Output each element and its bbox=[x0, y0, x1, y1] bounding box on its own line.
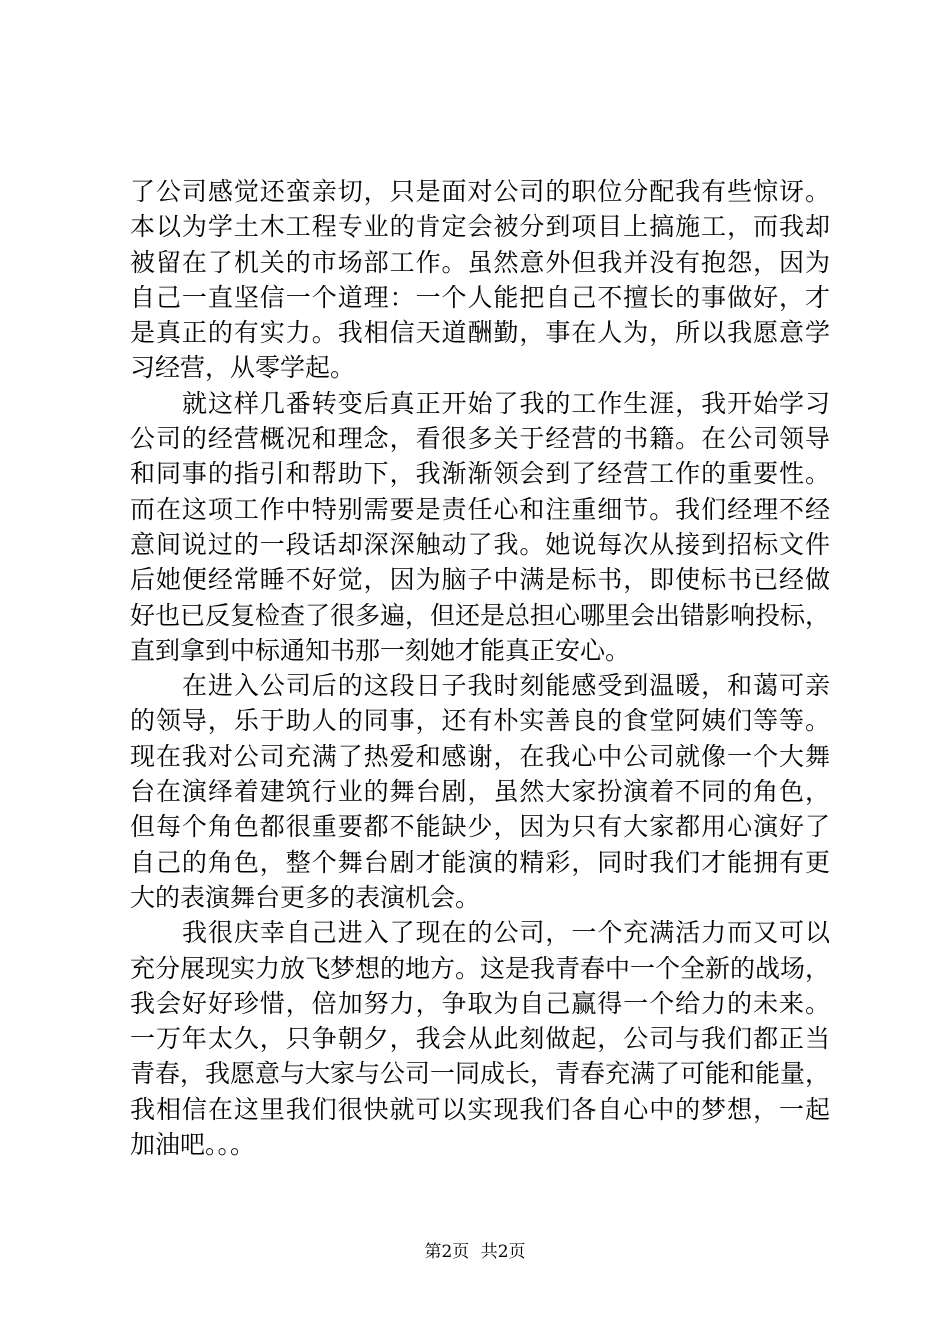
body-text bbox=[130, 174, 830, 1162]
text-line: 我很庆幸自己进入了现在的公司，一个充满活力而又可以 bbox=[182, 918, 830, 948]
text-line: 我相信在这里我们很快就可以实现我们各自心中的梦想，一起 bbox=[130, 1094, 830, 1124]
page-footer bbox=[0, 1240, 950, 1264]
page-number: 第2页 bbox=[424, 1242, 470, 1262]
text-line: 习经营，从零学起。 bbox=[130, 353, 356, 383]
text-line: 加油吧。。。 bbox=[130, 1130, 256, 1160]
paragraph-1 bbox=[130, 174, 830, 386]
text-line: 直到拿到中标通知书那一刻她才能真正安心。 bbox=[130, 635, 631, 665]
text-line: 本以为学土木工程专业的肯定会被分到项目上搞施工，而我却 bbox=[130, 212, 830, 242]
text-line: 了公司感觉还蛮亲切，只是面对公司的职位分配我有些惊讶。 bbox=[130, 177, 830, 206]
paragraph-4 bbox=[130, 915, 830, 1162]
text-line: 台在演绎着建筑行业的舞台剧，虽然大家扮演着不同的角色， bbox=[130, 777, 830, 807]
text-line: 被留在了机关的市场部工作。虽然意外但我并没有抱怨，因为 bbox=[130, 247, 830, 277]
text-line: 后她便经常睡不好觉，因为脑子中满是标书，即使标书已经做 bbox=[130, 565, 830, 595]
text-line: 充分展现实力放飞梦想的地方。这是我青春中一个全新的战场， bbox=[130, 953, 831, 983]
text-line: 青春，我愿意与大家与公司一同成长，青春充满了可能和能量， bbox=[130, 1059, 831, 1089]
text-line: 就这样几番转变后真正开始了我的工作生涯，我开始学习 bbox=[182, 388, 830, 418]
page-total: 共2页 bbox=[480, 1242, 526, 1262]
text-line: 和同事的指引和帮助下，我渐渐领会到了经营工作的重要性。 bbox=[130, 459, 830, 489]
text-line: 在进入公司后的这段日子我时刻能感受到温暖，和蔼可亲 bbox=[182, 671, 830, 701]
text-line: 自己一直坚信一个道理：一个人能把自己不擅长的事做好，才 bbox=[130, 282, 830, 312]
text-line: 我会好好珍惜，倍加努力，争取为自己赢得一个给力的未来。 bbox=[130, 988, 830, 1018]
paragraph-2 bbox=[130, 386, 830, 668]
text-line: 自己的角色，整个舞台剧才能演的精彩，同时我们才能拥有更 bbox=[130, 847, 830, 877]
text-line: 意间说过的一段话却深深触动了我。她说每次从接到招标文件 bbox=[130, 529, 830, 559]
text-line: 而在这项工作中特别需要是责任心和注重细节。我们经理不经 bbox=[130, 494, 830, 524]
text-line: 但每个角色都很重要都不能缺少，因为只有大家都用心演好了 bbox=[130, 812, 830, 842]
text-line: 现在我对公司充满了热爱和感谢，在我心中公司就像一个大舞 bbox=[130, 741, 830, 771]
text-line: 是真正的有实力。我相信天道酬勤，事在人为，所以我愿意学 bbox=[130, 318, 830, 348]
text-line: 一万年太久，只争朝夕，我会从此刻做起，公司与我们都正当 bbox=[130, 1024, 830, 1054]
text-line: 大的表演舞台更多的表演机会。 bbox=[130, 882, 481, 912]
text-line: 的领导，乐于助人的同事，还有朴实善良的食堂阿姨们等等。 bbox=[130, 706, 830, 736]
text-line: 好也已反复检查了很多遍，但还是总担心哪里会出错影响投标， bbox=[130, 600, 831, 630]
text-line: 公司的经营概况和理念，看很多关于经营的书籍。在公司领导 bbox=[130, 424, 830, 454]
paragraph-3 bbox=[130, 668, 830, 915]
